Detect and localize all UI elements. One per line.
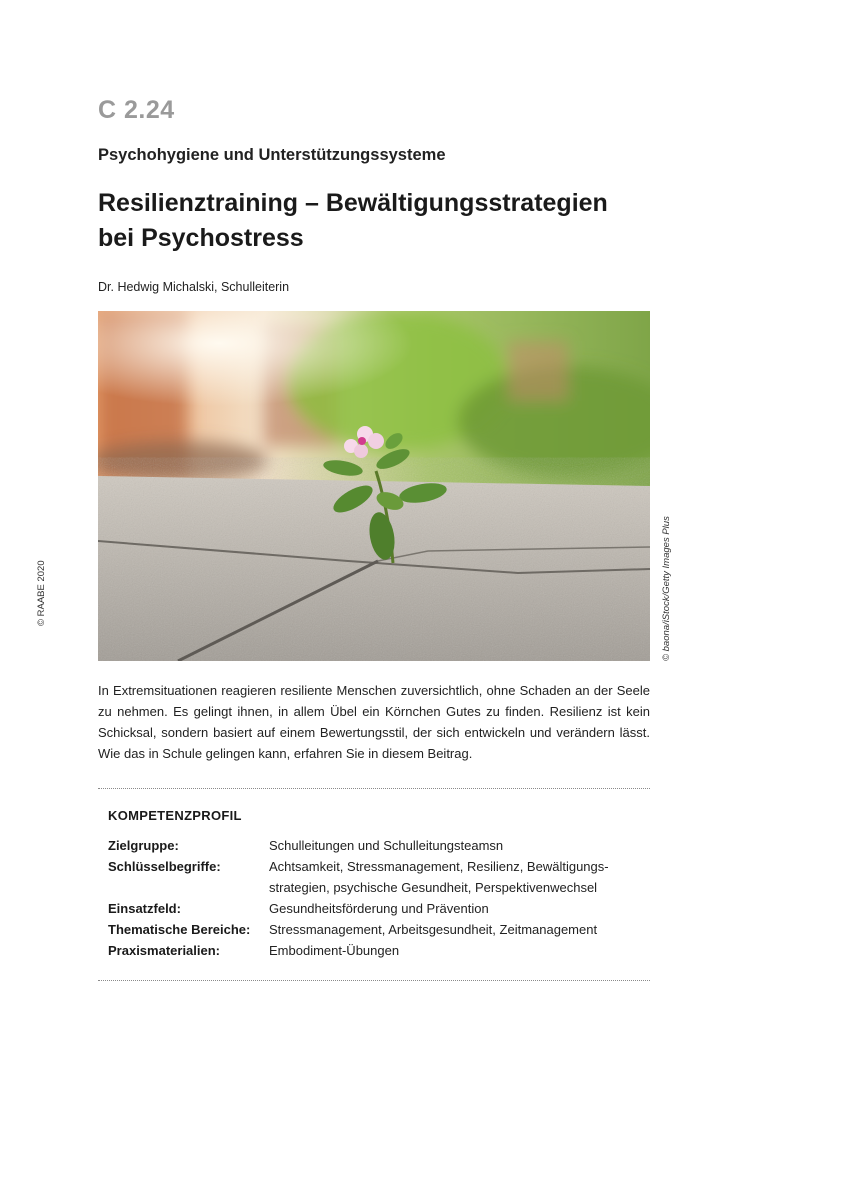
profile-value: Schulleitungen und Schulleitungsteamsn [269, 838, 504, 853]
profile-value [269, 856, 648, 898]
profile-value-line-1: Achtsamkeit, Stressmanagement, Resilienz, Bewältigungs- [269, 859, 609, 874]
chapter-number: C 2.24 [98, 96, 175, 124]
copyright-note: © RAABE 2020 [36, 560, 47, 626]
divider-bottom [98, 980, 650, 981]
intro-paragraph: In Extremsituationen reagieren resiliente Menschen zuversichtlich, ohne Schaden an der Seele zu nehmen. Es gelingt ihnen, in allem Übel ein Körnchen Gutes zu finden. Resilienz ist kein Schicksal, sondern basiert auf einem Bewertungsstil, der sich entwickeln und verändern lässt. Wie das in Schule gelingen kann, erfahren Sie in diesem Beitrag. [98, 683, 650, 761]
profile-row-field [108, 898, 648, 919]
competence-profile-heading: KOMPETENZPROFIL [108, 808, 242, 823]
page-title [98, 186, 658, 256]
profile-row-materials [108, 940, 648, 961]
profile-row-target-group [108, 835, 648, 856]
profile-key: Einsatzfeld: [108, 901, 181, 916]
section-kicker: Psychohygiene und Unterstützungssysteme [98, 146, 446, 164]
title-line-2: bei Psychostress [98, 224, 304, 252]
profile-value-line-2: strategien, psychische Gesundheit, Perspektivenwechsel [269, 880, 598, 895]
profile-value: Embodiment-Übungen [269, 943, 400, 958]
profile-value: Stressmanagement, Arbeitsgesundheit, Zeitmanagement [269, 922, 598, 937]
profile-row-topics [108, 919, 648, 940]
author-line: Dr. Hedwig Michalski, Schulleiterin [98, 280, 290, 294]
profile-key: Zielgruppe: [108, 838, 179, 853]
cover-photo [98, 311, 650, 661]
profile-key: Schlüsselbegriffe: [108, 859, 221, 874]
divider-top [98, 788, 650, 789]
photo-credit: © baona/iStock/Getty Images Plus [661, 516, 672, 661]
competence-profile [108, 835, 648, 961]
profile-key: Praxismaterialien: [108, 943, 221, 958]
profile-value: Gesundheitsförderung und Prävention [269, 901, 489, 916]
profile-row-key-terms [108, 856, 648, 898]
title-line-1: Resilienztraining – Bewältigungsstrategien [98, 189, 608, 217]
profile-key: Thematische Bereiche: [108, 922, 251, 937]
